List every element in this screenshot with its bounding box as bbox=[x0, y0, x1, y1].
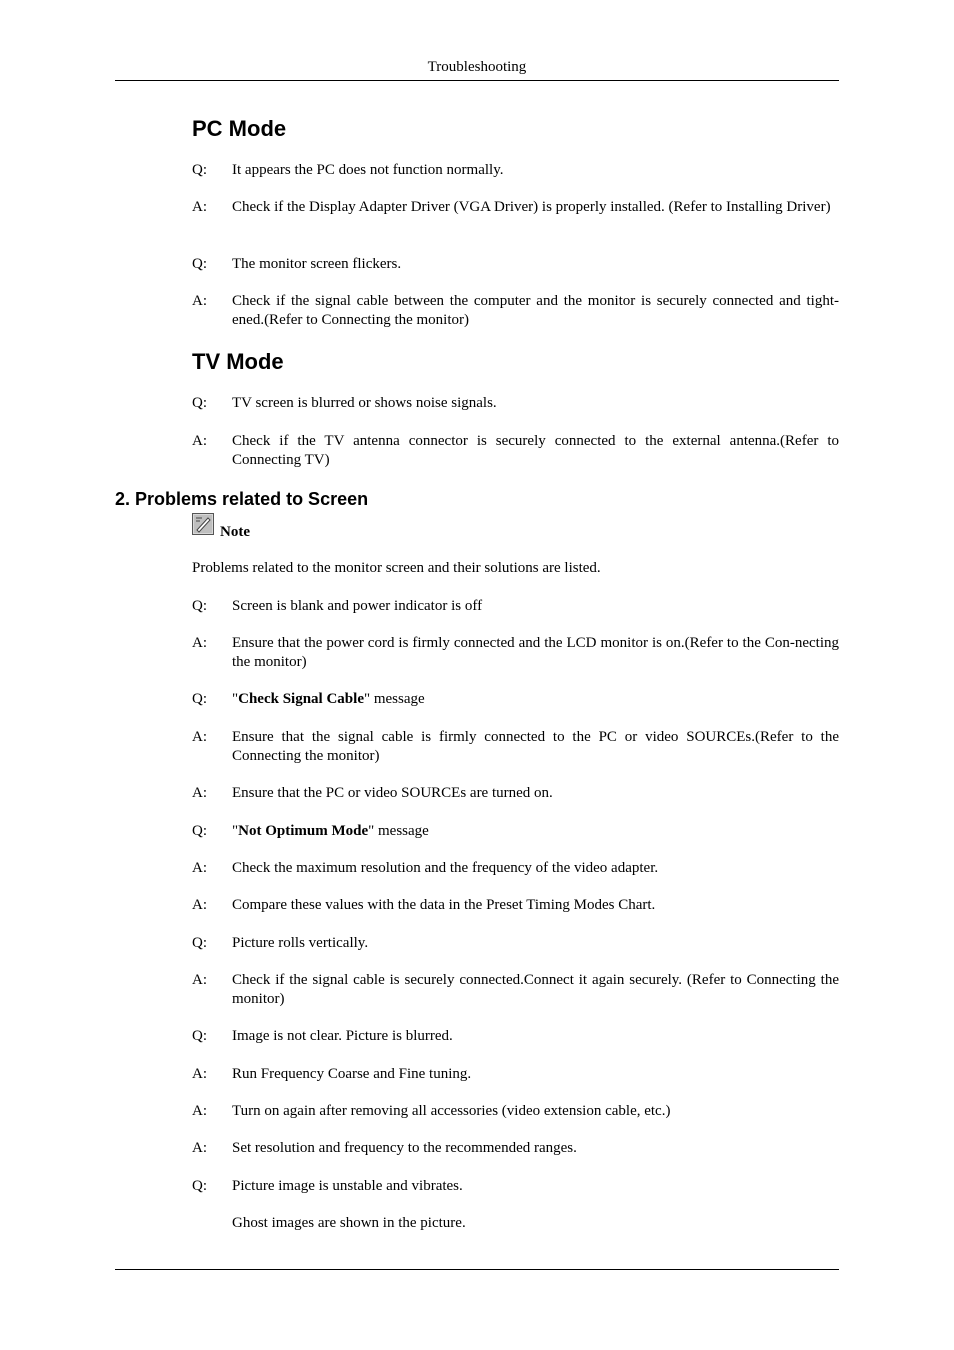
note-text: Problems related to the monitor screen and their solutions are listed. bbox=[192, 560, 601, 576]
qa-label: Q: bbox=[192, 691, 207, 707]
qa-text: Screen is blank and power indicator is off bbox=[232, 598, 483, 614]
qa-label: A: bbox=[192, 897, 207, 913]
qa-item bbox=[192, 161, 839, 180]
message-name: Check Signal Cable bbox=[238, 691, 364, 707]
qa-item bbox=[192, 1102, 839, 1121]
quote-open: " bbox=[232, 823, 239, 839]
message-suffix: " message bbox=[368, 823, 429, 839]
quote-open: " bbox=[232, 691, 239, 707]
qa-item bbox=[192, 1177, 839, 1196]
qa-item bbox=[192, 292, 839, 330]
tv-mode-heading: TV Mode bbox=[192, 349, 284, 374]
header-rule bbox=[115, 80, 839, 81]
qa-label: Q: bbox=[192, 1178, 207, 1194]
qa-label: A: bbox=[192, 293, 207, 309]
qa-label: A: bbox=[192, 1103, 207, 1119]
qa-label: A: bbox=[192, 1140, 207, 1156]
qa-label: A: bbox=[192, 433, 207, 449]
qa-item bbox=[192, 597, 839, 616]
qa-item bbox=[192, 896, 839, 915]
qa-label: Q: bbox=[192, 256, 207, 272]
qa-label: A: bbox=[192, 199, 207, 215]
note-label: Note bbox=[220, 524, 250, 540]
qa-text: Ensure that the power cord is firmly connected and the LCD monitor is on.(Refer to the Con-necting the monitor) bbox=[232, 635, 839, 670]
qa-label: Q: bbox=[192, 823, 207, 839]
qa-text: Ghost images are shown in the picture. bbox=[232, 1215, 466, 1231]
pc-mode-heading: PC Mode bbox=[192, 116, 287, 141]
qa-item bbox=[192, 934, 839, 953]
qa-text: Ensure that the PC or video SOURCEs are turned on. bbox=[232, 785, 553, 801]
qa-label: A: bbox=[192, 785, 207, 801]
qa-text bbox=[232, 822, 839, 841]
qa-label: A: bbox=[192, 1066, 207, 1082]
qa-label: Q: bbox=[192, 395, 207, 411]
footer-rule bbox=[115, 1269, 839, 1270]
message-name: Not Optimum Mode bbox=[238, 823, 369, 839]
qa-label: A: bbox=[192, 729, 207, 745]
qa-item bbox=[192, 971, 839, 1009]
qa-text: Check if the signal cable between the computer and the monitor is securely connected and tight-ened.(Refer to Connecting the monitor) bbox=[232, 293, 839, 328]
qa-text: Check if the TV antenna connector is securely connected to the external antenna.(Refer to Connecting TV) bbox=[232, 433, 839, 468]
qa-item bbox=[192, 432, 839, 470]
qa-text bbox=[232, 690, 839, 709]
qa-item bbox=[192, 822, 839, 841]
qa-text: Check if the signal cable is securely connected.Connect it again securely. (Refer to Connecting the monitor) bbox=[232, 972, 839, 1007]
qa-item bbox=[192, 634, 839, 672]
qa-label: Q: bbox=[192, 162, 207, 178]
qa-item bbox=[192, 394, 839, 413]
qa-item-continuation bbox=[192, 1214, 839, 1233]
screen-problems-heading: 2. Problems related to Screen bbox=[115, 489, 369, 509]
note-icon bbox=[192, 513, 214, 535]
qa-text: Check the maximum resolution and the frequency of the video adapter. bbox=[232, 860, 659, 876]
qa-label: A: bbox=[192, 972, 207, 988]
qa-text: Run Frequency Coarse and Fine tuning. bbox=[232, 1066, 472, 1082]
qa-label: A: bbox=[192, 635, 207, 651]
qa-text: Check if the Display Adapter Driver (VGA Driver) is properly installed. (Refer to Installing Driver) bbox=[232, 199, 831, 215]
qa-text: Set resolution and frequency to the recommended ranges. bbox=[232, 1140, 577, 1156]
qa-item bbox=[192, 859, 839, 878]
qa-text: Image is not clear. Picture is blurred. bbox=[232, 1028, 453, 1044]
qa-label: Q: bbox=[192, 1028, 207, 1044]
page-header-title: Troubleshooting bbox=[427, 59, 527, 75]
qa-label: A: bbox=[192, 860, 207, 876]
qa-item bbox=[192, 1139, 839, 1158]
qa-item bbox=[192, 198, 839, 217]
qa-item bbox=[192, 728, 839, 766]
qa-text: TV screen is blurred or shows noise signals. bbox=[232, 395, 497, 411]
qa-text: Picture rolls vertically. bbox=[232, 935, 369, 951]
qa-item bbox=[192, 1027, 839, 1046]
qa-text: Compare these values with the data in the Preset Timing Modes Chart. bbox=[232, 897, 656, 913]
qa-item bbox=[192, 784, 839, 803]
qa-text: It appears the PC does not function normally. bbox=[232, 162, 504, 178]
qa-item bbox=[192, 1065, 839, 1084]
qa-label: Q: bbox=[192, 935, 207, 951]
qa-text: Turn on again after removing all accessories (video extension cable, etc.) bbox=[232, 1103, 671, 1119]
qa-item bbox=[192, 255, 839, 274]
qa-text: Ensure that the signal cable is firmly connected to the PC or video SOURCEs.(Refer to the Connecting the monitor) bbox=[232, 729, 839, 764]
qa-item bbox=[192, 690, 839, 709]
qa-label: Q: bbox=[192, 598, 207, 614]
message-suffix: " message bbox=[363, 691, 425, 707]
qa-text: The monitor screen flickers. bbox=[232, 256, 402, 272]
qa-text: Picture image is unstable and vibrates. bbox=[232, 1178, 463, 1194]
